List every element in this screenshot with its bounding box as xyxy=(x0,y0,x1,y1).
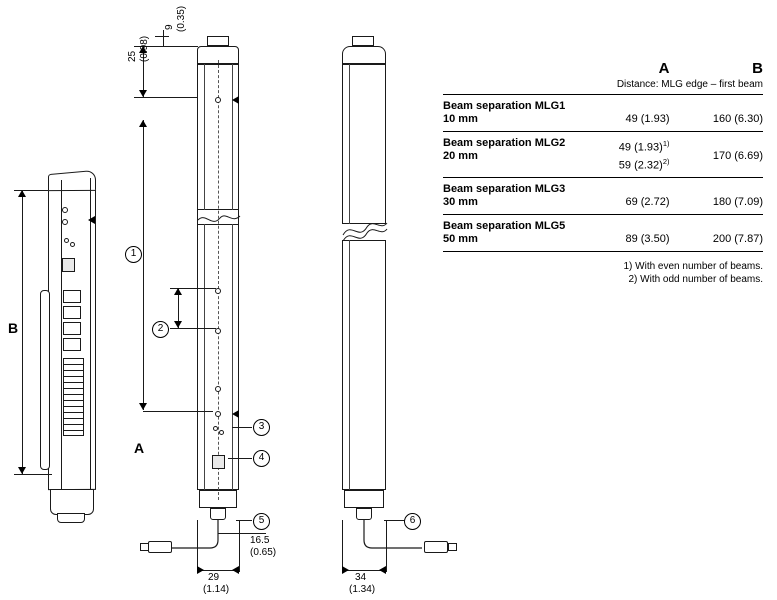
side-view-bottom-cap xyxy=(50,489,94,515)
side-view-led-dot xyxy=(70,242,75,247)
dim-29-arrow-left xyxy=(197,566,204,574)
dim-165-inch: (0.65) xyxy=(250,547,277,558)
table-row-label-line1: Beam separation MLG1 xyxy=(443,100,566,112)
side-view-edge-line xyxy=(61,180,62,490)
side-view-slot xyxy=(63,306,81,319)
front-view-inner-line xyxy=(204,64,205,210)
table-header-spacer xyxy=(443,60,594,77)
keypad-line xyxy=(64,418,83,419)
cable-front-view xyxy=(130,515,250,565)
table-row-label-line1: Beam separation MLG2 xyxy=(443,137,566,149)
callout-4-leader xyxy=(228,458,252,459)
callout-5-leader xyxy=(236,520,252,521)
profile-inner-line xyxy=(349,64,350,224)
profile-view-bottom-cap xyxy=(344,490,384,508)
callout-3-leader xyxy=(232,427,252,428)
dim-9-value: 9 xyxy=(164,24,175,30)
callout-2: 2 xyxy=(152,321,169,338)
dim-a-arrow-bottom xyxy=(139,403,147,410)
table-cell-b: 160 (6.30) xyxy=(712,113,763,125)
dim-9-leader xyxy=(155,36,169,37)
dim-9-inch: (0.35) xyxy=(176,5,187,32)
table-row-label-line1: Beam separation MLG3 xyxy=(443,183,566,196)
dim-b-arrow-bottom xyxy=(18,467,26,474)
led-dot xyxy=(213,426,218,431)
cable-profile-view xyxy=(360,515,490,565)
table-cell-b: 170 (6.69) xyxy=(712,150,763,162)
table-cell-a xyxy=(594,137,688,172)
table-cell-a: 49 (1.93) xyxy=(625,113,670,125)
table-footnote-2: 2) With odd number of beams. xyxy=(628,274,763,286)
dim-29-arrow-right xyxy=(232,566,239,574)
dim-25-arrow-bottom xyxy=(139,90,147,97)
keypad-line xyxy=(64,376,83,377)
cable-plug-end-profile xyxy=(448,543,457,551)
table-header-b: B xyxy=(752,60,763,77)
keypad-line xyxy=(64,394,83,395)
table-cell-a-line1 xyxy=(594,137,670,155)
dim-a-label: A xyxy=(134,440,145,456)
dim-34-inch: (1.34) xyxy=(349,584,376,595)
side-view-slot xyxy=(63,290,81,303)
dim-b-line xyxy=(22,190,23,474)
beam-arrow-1 xyxy=(232,96,239,104)
cable-plug-profile xyxy=(424,541,448,553)
table-row-label-line2: 50 mm xyxy=(443,233,478,246)
table-row-label xyxy=(443,220,594,246)
dim-29-inch: (1.14) xyxy=(203,584,230,595)
table-header-letters xyxy=(443,60,763,77)
table-row-label xyxy=(443,100,594,126)
dim-34-ext-left xyxy=(342,520,343,572)
beam-dot-4 xyxy=(215,386,221,392)
dim-34-value: 34 xyxy=(355,572,367,583)
side-view-slot xyxy=(63,322,81,335)
dim-34-ext-right xyxy=(386,520,387,572)
table-cell-a-val2: 59 (2.32) xyxy=(618,159,663,172)
dim-b-arrow-top xyxy=(18,190,26,197)
dim-b-label: B xyxy=(8,320,19,336)
beam-separation-table xyxy=(443,60,763,286)
table-cell-b: 180 (7.09) xyxy=(712,196,763,209)
dim-sep-arrow-bottom xyxy=(174,321,182,328)
dim-a-arrow-top xyxy=(139,120,147,127)
table-row-label xyxy=(443,183,594,209)
front-view-inner-line xyxy=(232,64,233,210)
profile-view-top-cap xyxy=(342,46,386,64)
beam-dot-5 xyxy=(215,411,221,417)
dim-25-value: 25 xyxy=(127,50,138,62)
side-view-edge-line-2 xyxy=(90,178,91,490)
table-footnote-1: 1) With even number of beams. xyxy=(623,261,763,273)
table-row-label-line2: 30 mm xyxy=(443,196,478,209)
dim-25-inch: (0.98) xyxy=(139,35,150,62)
side-view-slot xyxy=(63,338,81,351)
profile-inner-line xyxy=(349,240,350,490)
table-row xyxy=(443,178,763,214)
keypad-line xyxy=(64,424,83,425)
table-cell-a-val1: 49 (1.93) xyxy=(618,141,663,154)
dim-29-ext-left xyxy=(197,520,198,572)
side-view-arrow xyxy=(88,216,95,224)
dim-25-tick-bottom xyxy=(134,97,198,98)
dim-a-line xyxy=(143,120,144,410)
table-row xyxy=(443,132,763,177)
table-row-label-line2: 20 mm xyxy=(443,150,478,162)
led-dot xyxy=(219,430,224,435)
keypad-line xyxy=(64,388,83,389)
dim-b-tick-bottom xyxy=(14,474,52,475)
beam-dot-1 xyxy=(215,97,221,103)
callout-6: 6 xyxy=(404,513,421,530)
front-view-top-nub xyxy=(207,36,229,46)
table-row-label-line2: 10 mm xyxy=(443,113,478,125)
table-cell-a: 89 (3.50) xyxy=(625,233,670,246)
callout-4: 4 xyxy=(253,450,270,467)
keypad-line xyxy=(64,370,83,371)
side-view-beam-dot xyxy=(62,207,68,213)
dim-34-arrow-left xyxy=(342,566,349,574)
dim-sep-arrow-top xyxy=(174,288,182,295)
keypad-line xyxy=(64,406,83,407)
callout-6-leader xyxy=(384,520,404,521)
callout-5: 5 xyxy=(253,513,270,530)
cable-plug-front xyxy=(148,541,172,553)
dim-b-tick-top xyxy=(14,190,48,191)
dim-165-value: 16.5 xyxy=(250,535,270,546)
dim-34-arrow-right xyxy=(379,566,386,574)
dim-29-ext-right xyxy=(239,520,240,572)
profile-view-top-nub xyxy=(352,36,374,46)
side-view-beam-dot xyxy=(62,219,68,225)
table-cell-a-sup2: 2) xyxy=(662,156,670,166)
table-row xyxy=(443,215,763,251)
dim-a-tick-bottom xyxy=(143,411,213,412)
front-view-inner-line xyxy=(204,224,205,490)
front-view-display xyxy=(212,455,225,469)
dim-29-value: 29 xyxy=(208,572,220,583)
callout-1: 1 xyxy=(125,246,142,263)
table-row xyxy=(443,95,763,131)
table-distance-note: Distance: MLG edge – first beam xyxy=(616,79,763,90)
keypad-line xyxy=(64,430,83,431)
dim-9-ext xyxy=(163,30,164,46)
table-cell-a-sup1: 1) xyxy=(662,139,670,148)
dim-sep-tick-bottom xyxy=(170,328,216,329)
table-cell-a: 69 (2.72) xyxy=(625,196,670,209)
table-cell-a-line2 xyxy=(594,155,670,173)
table-header-a: A xyxy=(658,60,670,77)
side-view-connector xyxy=(57,513,85,523)
beam-arrow-2 xyxy=(232,410,239,418)
front-view-inner-line xyxy=(232,224,233,490)
keypad-line xyxy=(64,412,83,413)
table-cell-b: 200 (7.87) xyxy=(712,233,763,246)
keypad-line xyxy=(64,364,83,365)
side-view-bracket xyxy=(40,290,50,470)
side-view-display xyxy=(62,258,75,272)
dim-165-ext xyxy=(218,533,266,534)
callout-3: 3 xyxy=(253,419,270,436)
table-row-label xyxy=(443,137,594,163)
table-row-label-line1: Beam separation MLG5 xyxy=(443,220,566,233)
keypad-line xyxy=(64,382,83,383)
side-view-led-dot xyxy=(64,238,69,243)
cable-plug-end-front xyxy=(140,543,149,551)
keypad-line xyxy=(64,400,83,401)
